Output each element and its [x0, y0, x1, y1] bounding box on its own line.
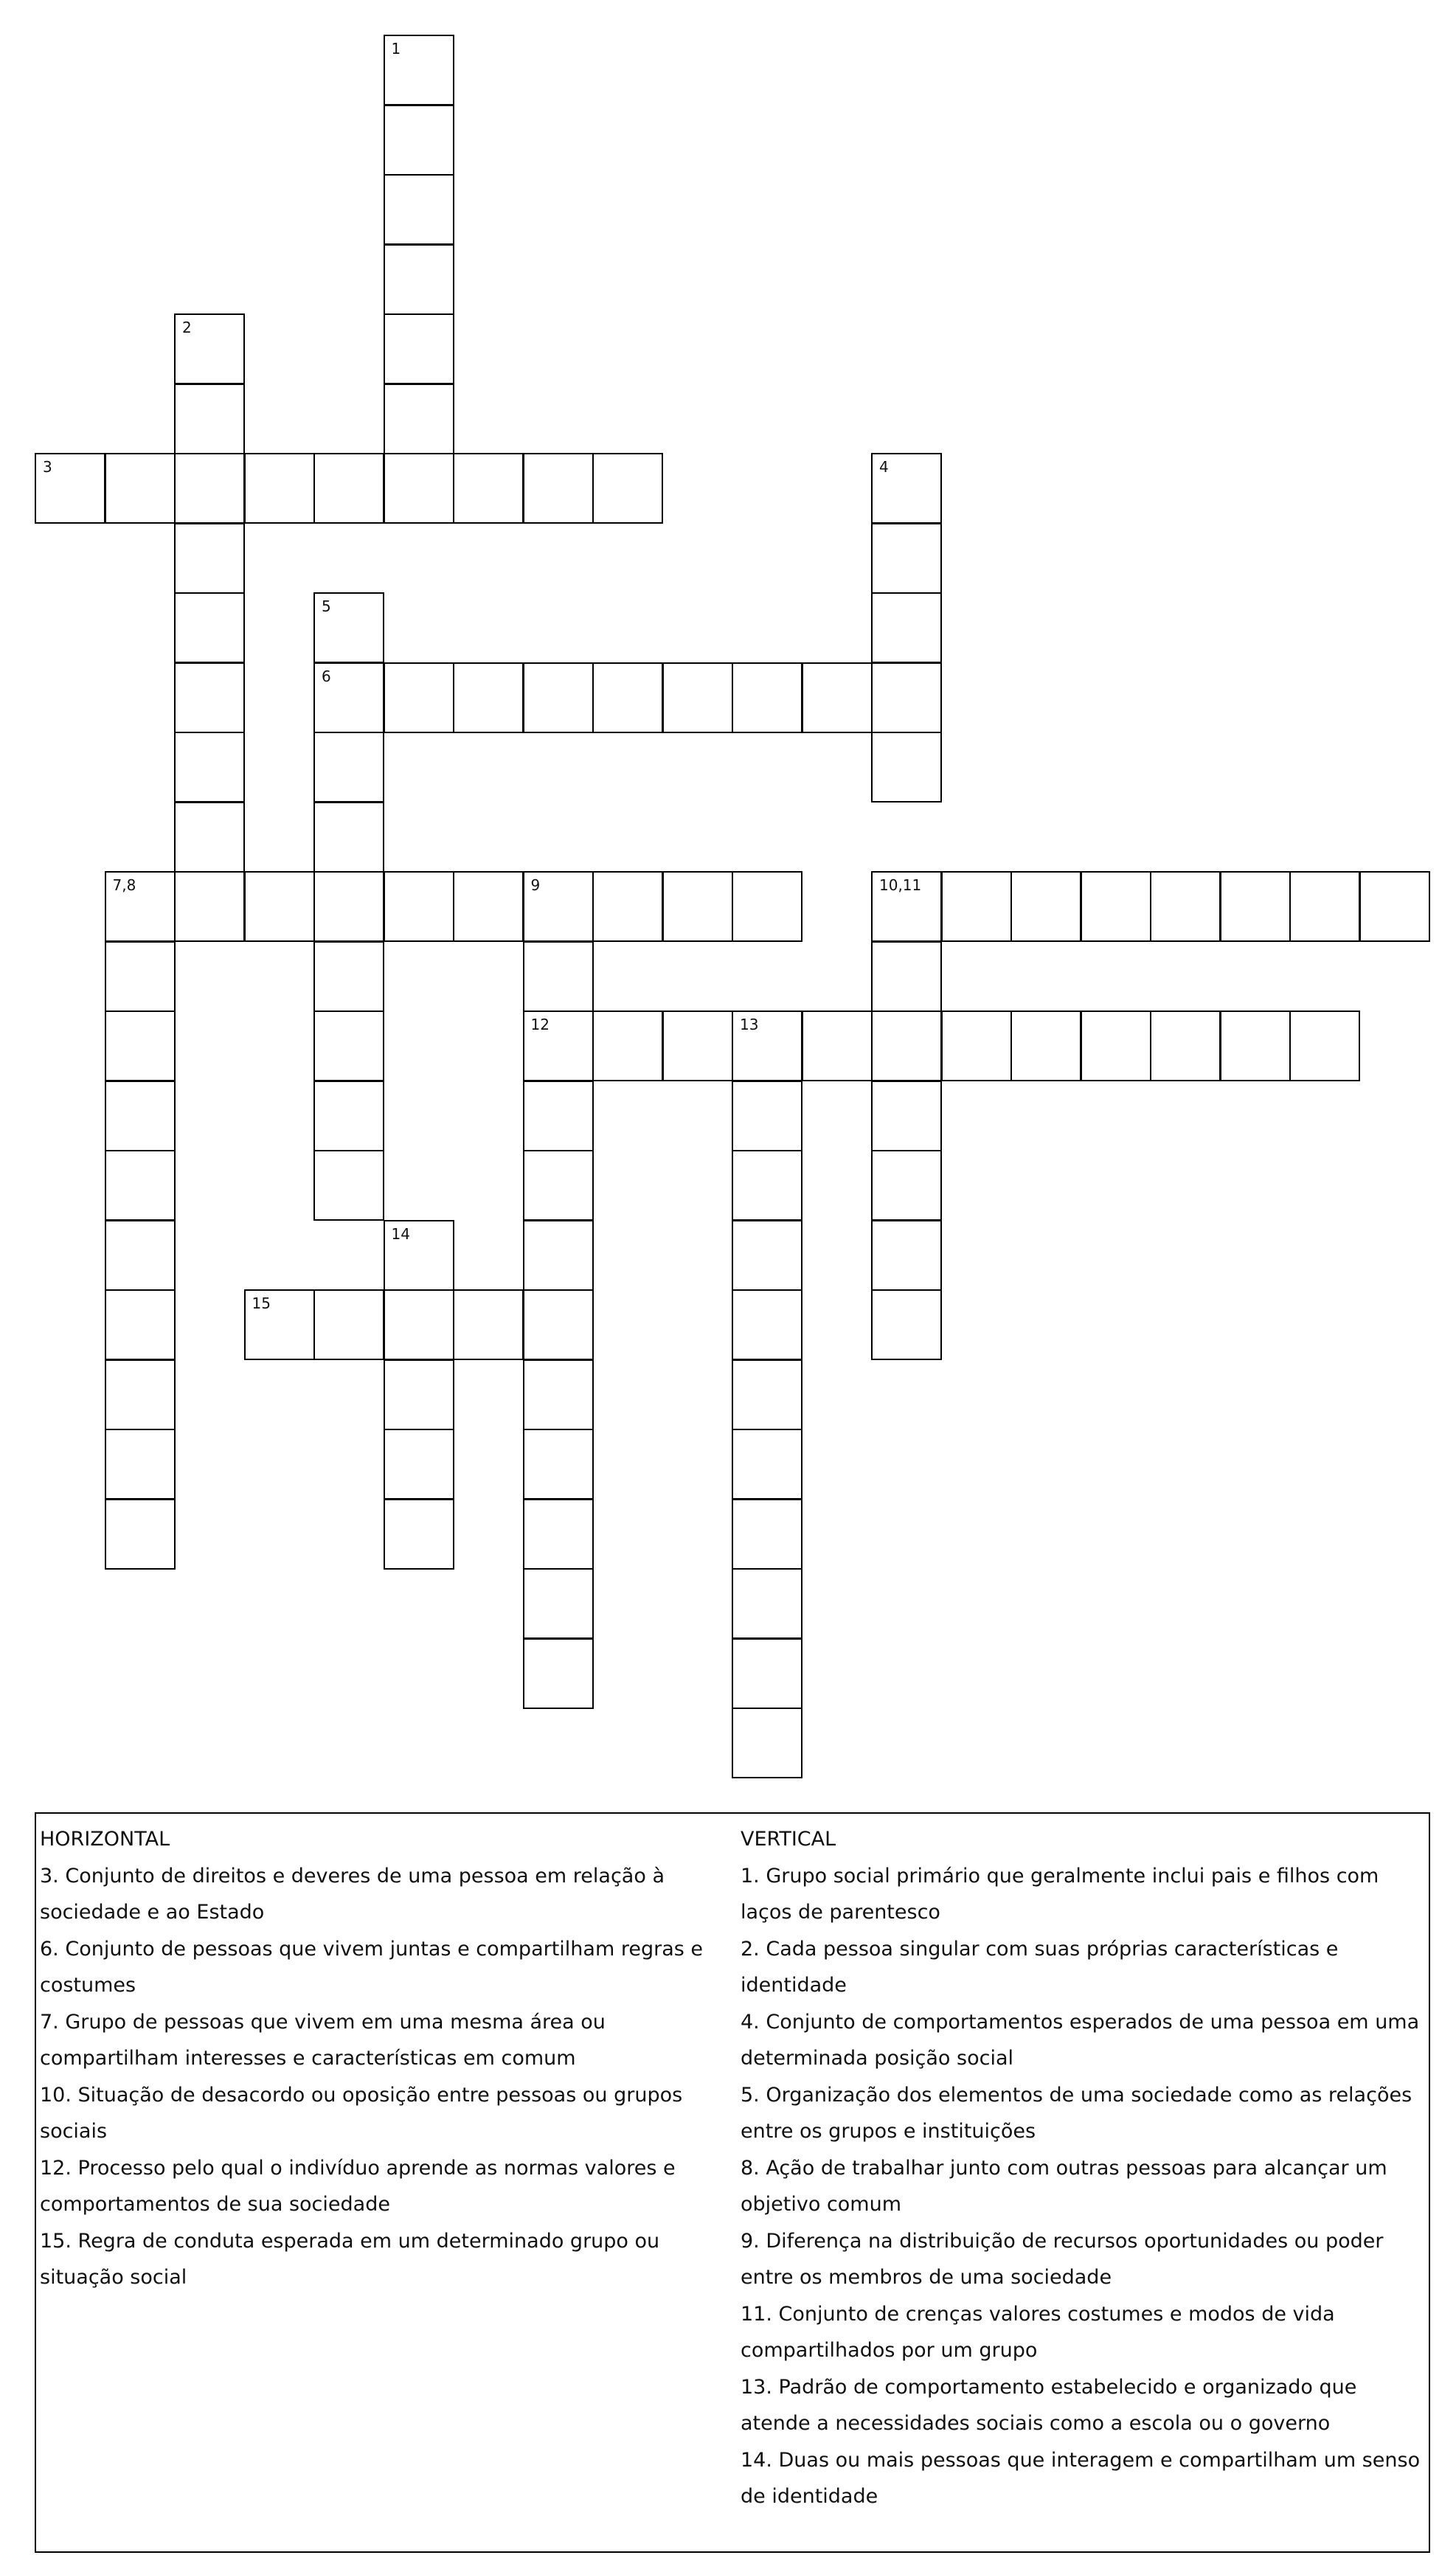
grid-cell[interactable]: [1150, 871, 1221, 942]
grid-cell[interactable]: [871, 941, 942, 1012]
cell-number: 14: [391, 1224, 410, 1243]
grid-cell[interactable]: [662, 871, 733, 942]
grid-cell[interactable]: [871, 1081, 942, 1151]
grid-cell[interactable]: [523, 1429, 594, 1500]
grid-cell[interactable]: [174, 662, 245, 733]
grid-cell[interactable]: [871, 1150, 942, 1221]
grid-cell[interactable]: [313, 732, 384, 803]
grid-cell[interactable]: [523, 1220, 594, 1291]
grid-cell[interactable]: [592, 662, 663, 733]
grid-cell[interactable]: [174, 453, 245, 524]
grid-cell[interactable]: [384, 244, 454, 315]
grid-cell[interactable]: [732, 1150, 802, 1221]
grid-cell[interactable]: [313, 1011, 384, 1081]
grid-cell[interactable]: [592, 453, 663, 524]
grid-cell[interactable]: [384, 453, 454, 524]
cell-number: 10,11: [879, 876, 922, 894]
grid-cell[interactable]: [105, 1011, 176, 1081]
cell-number: 4: [879, 458, 889, 476]
grid-cell[interactable]: [732, 1499, 802, 1570]
cell-number: 3: [43, 458, 52, 476]
clue-v-8: 8. Ação de trabalhar junto com outras pessoas para alcançar um objetivo comum: [741, 2156, 1387, 2216]
cell-number: 6: [322, 667, 331, 685]
clue-h-12: 12. Processo pelo qual o indivíduo aprende as normas valores e comportamentos de sua sociedade: [40, 2156, 676, 2216]
cell-number: 13: [740, 1016, 759, 1033]
grid-cell[interactable]: [732, 1708, 802, 1778]
grid-cell[interactable]: [384, 871, 454, 942]
grid-cell[interactable]: [871, 592, 942, 663]
grid-cell[interactable]: [453, 662, 524, 733]
grid-cell[interactable]: [1359, 871, 1430, 942]
cell-number: 12: [530, 1016, 550, 1033]
grid-cell[interactable]: [732, 1081, 802, 1151]
grid-cell[interactable]: [732, 1289, 802, 1360]
grid-cell[interactable]: [384, 1220, 454, 1291]
grid-cell[interactable]: [384, 313, 454, 384]
grid-cell[interactable]: [1220, 871, 1291, 942]
grid-cell[interactable]: [871, 732, 942, 803]
clue-v-2: 2. Cada pessoa singular com suas próprias características e identidade: [741, 1937, 1339, 1997]
grid-cell[interactable]: [871, 662, 942, 733]
grid-cell[interactable]: [384, 105, 454, 176]
grid-cell[interactable]: [732, 1568, 802, 1639]
grid-cell[interactable]: [384, 1429, 454, 1500]
cell-number: 15: [252, 1294, 271, 1312]
grid-cell[interactable]: [384, 1499, 454, 1570]
grid-cell[interactable]: [384, 384, 454, 454]
grid-cell[interactable]: [1220, 1011, 1291, 1081]
grid-cell[interactable]: [174, 871, 245, 942]
grid-cell[interactable]: [313, 1289, 384, 1360]
grid-cell[interactable]: [105, 1150, 176, 1221]
clue-h-7: 7. Grupo de pessoas que vivem em uma mesma área ou compartilham interesses e características em comum: [40, 2010, 606, 2070]
grid-cell[interactable]: [1150, 1011, 1221, 1081]
grid-cell[interactable]: [871, 871, 942, 942]
grid-cell[interactable]: [871, 453, 942, 524]
grid-cell[interactable]: [1081, 871, 1151, 942]
cell-number: 2: [182, 319, 192, 336]
grid-cell[interactable]: [313, 1150, 384, 1221]
grid-cell[interactable]: [523, 1568, 594, 1639]
grid-cell[interactable]: [453, 871, 524, 942]
cell-number: 1: [391, 40, 401, 58]
grid-cell[interactable]: [174, 592, 245, 663]
grid-cell[interactable]: [523, 1289, 594, 1360]
grid-cell[interactable]: [174, 802, 245, 873]
clue-v-11: 11. Conjunto de crenças valores costumes e modos de vida compartilhados por um grupo: [741, 2302, 1335, 2362]
grid-cell[interactable]: [871, 1220, 942, 1291]
grid-cell[interactable]: [802, 1011, 873, 1081]
grid-cell[interactable]: [105, 1429, 176, 1500]
grid-cell[interactable]: [313, 662, 384, 733]
grid-cell[interactable]: [105, 1289, 176, 1360]
grid-cell[interactable]: [453, 453, 524, 524]
grid-cell[interactable]: [523, 1499, 594, 1570]
clue-v-4: 4. Conjunto de comportamentos esperados de uma pessoa em uma determinada posição social: [741, 2010, 1420, 2070]
grid-cell[interactable]: [244, 1289, 315, 1360]
grid-cell[interactable]: [662, 662, 733, 733]
grid-cell[interactable]: [1081, 1011, 1151, 1081]
grid-cell[interactable]: [384, 1289, 454, 1360]
grid-cell[interactable]: [105, 871, 176, 942]
grid-cell[interactable]: [523, 1081, 594, 1151]
grid-cell[interactable]: [1010, 1011, 1081, 1081]
vertical-clues: [741, 1821, 1423, 2515]
grid-cell[interactable]: [313, 871, 384, 942]
grid-cell[interactable]: [592, 1011, 663, 1081]
horizontal-heading: HORIZONTAL: [40, 1828, 170, 1851]
grid-cell[interactable]: [1289, 871, 1360, 942]
grid-cell[interactable]: [174, 523, 245, 594]
vertical-heading: VERTICAL: [741, 1828, 836, 1851]
grid-cell[interactable]: [523, 1011, 594, 1081]
grid-cell[interactable]: [802, 662, 873, 733]
grid-cell[interactable]: [523, 453, 594, 524]
clue-h-10: 10. Situação de desacordo ou oposição entre pessoas ou grupos sociais: [40, 2083, 683, 2143]
grid-cell[interactable]: [105, 941, 176, 1012]
grid-cell[interactable]: [453, 1289, 524, 1360]
grid-cell[interactable]: [732, 1011, 802, 1081]
grid-cell[interactable]: [313, 1081, 384, 1151]
grid-cell[interactable]: [313, 453, 384, 524]
cell-number: 7,8: [112, 876, 136, 894]
grid-cell[interactable]: [871, 1289, 942, 1360]
clues-box: [35, 1812, 1430, 2553]
grid-cell[interactable]: [384, 35, 454, 105]
grid-cell[interactable]: [384, 174, 454, 245]
grid-cell[interactable]: [732, 1220, 802, 1291]
grid-cell[interactable]: [174, 732, 245, 803]
grid-cell[interactable]: [105, 1081, 176, 1151]
grid-cell[interactable]: [732, 662, 802, 733]
grid-cell[interactable]: [523, 1150, 594, 1221]
grid-cell[interactable]: [35, 453, 105, 524]
clue-h-6: 6. Conjunto de pessoas que vivem juntas e compartilham regras e costumes: [40, 1937, 704, 1997]
grid-cell[interactable]: [523, 1638, 594, 1709]
grid-cell[interactable]: [174, 313, 245, 384]
grid-cell[interactable]: [1289, 1011, 1360, 1081]
grid-cell[interactable]: [592, 871, 663, 942]
grid-cell[interactable]: [941, 871, 1012, 942]
grid-cell[interactable]: [523, 662, 594, 733]
grid-cell[interactable]: [313, 592, 384, 663]
grid-cell[interactable]: [105, 1220, 176, 1291]
grid-cell[interactable]: [105, 1359, 176, 1430]
clue-h-3: 3. Conjunto de direitos e deveres de uma pessoa em relação à sociedade e ao Estado: [40, 1864, 665, 1924]
grid-cell[interactable]: [384, 1359, 454, 1430]
grid-cell[interactable]: [105, 1499, 176, 1570]
grid-cell[interactable]: [244, 453, 315, 524]
grid-cell[interactable]: [174, 384, 245, 454]
clue-v-1: 1. Grupo social primário que geralmente inclui pais e filhos com laços de parentesco: [741, 1864, 1379, 1924]
grid-cell[interactable]: [1010, 871, 1081, 942]
clue-v-14: 14. Duas ou mais pessoas que interagem e compartilham um senso de identidade: [741, 2448, 1421, 2508]
grid-cell[interactable]: [941, 1011, 1012, 1081]
clue-h-15: 15. Regra de conduta esperada em um determinado grupo ou situação social: [40, 2229, 660, 2289]
grid-cell[interactable]: [313, 802, 384, 873]
grid-cell[interactable]: [732, 1359, 802, 1430]
grid-cell[interactable]: [732, 1429, 802, 1500]
horizontal-clues: [40, 1821, 729, 2296]
clue-v-5: 5. Organização dos elementos de uma sociedade como as relações entre os grupos e instituições: [741, 2083, 1412, 2143]
grid-cell[interactable]: [313, 941, 384, 1012]
grid-cell[interactable]: [732, 1638, 802, 1709]
grid-cell[interactable]: [105, 453, 176, 524]
grid-cell[interactable]: [871, 1011, 942, 1081]
clue-v-9: 9. Diferença na distribuição de recursos oportunidades ou poder entre os membros de uma sociedade: [741, 2229, 1384, 2289]
grid-cell[interactable]: [523, 941, 594, 1012]
grid-cell[interactable]: [871, 523, 942, 594]
grid-cell[interactable]: [523, 1359, 594, 1430]
cell-number: 9: [530, 876, 541, 894]
cell-number: 5: [322, 597, 331, 615]
grid-cell[interactable]: [732, 871, 802, 942]
clue-v-13: 13. Padrão de comportamento estabelecido e organizado que atende a necessidades sociais como a escola ou o governo: [741, 2375, 1357, 2435]
grid-cell[interactable]: [662, 1011, 733, 1081]
grid-cell[interactable]: [384, 662, 454, 733]
grid-cell[interactable]: [523, 871, 594, 942]
grid-cell[interactable]: [244, 871, 315, 942]
